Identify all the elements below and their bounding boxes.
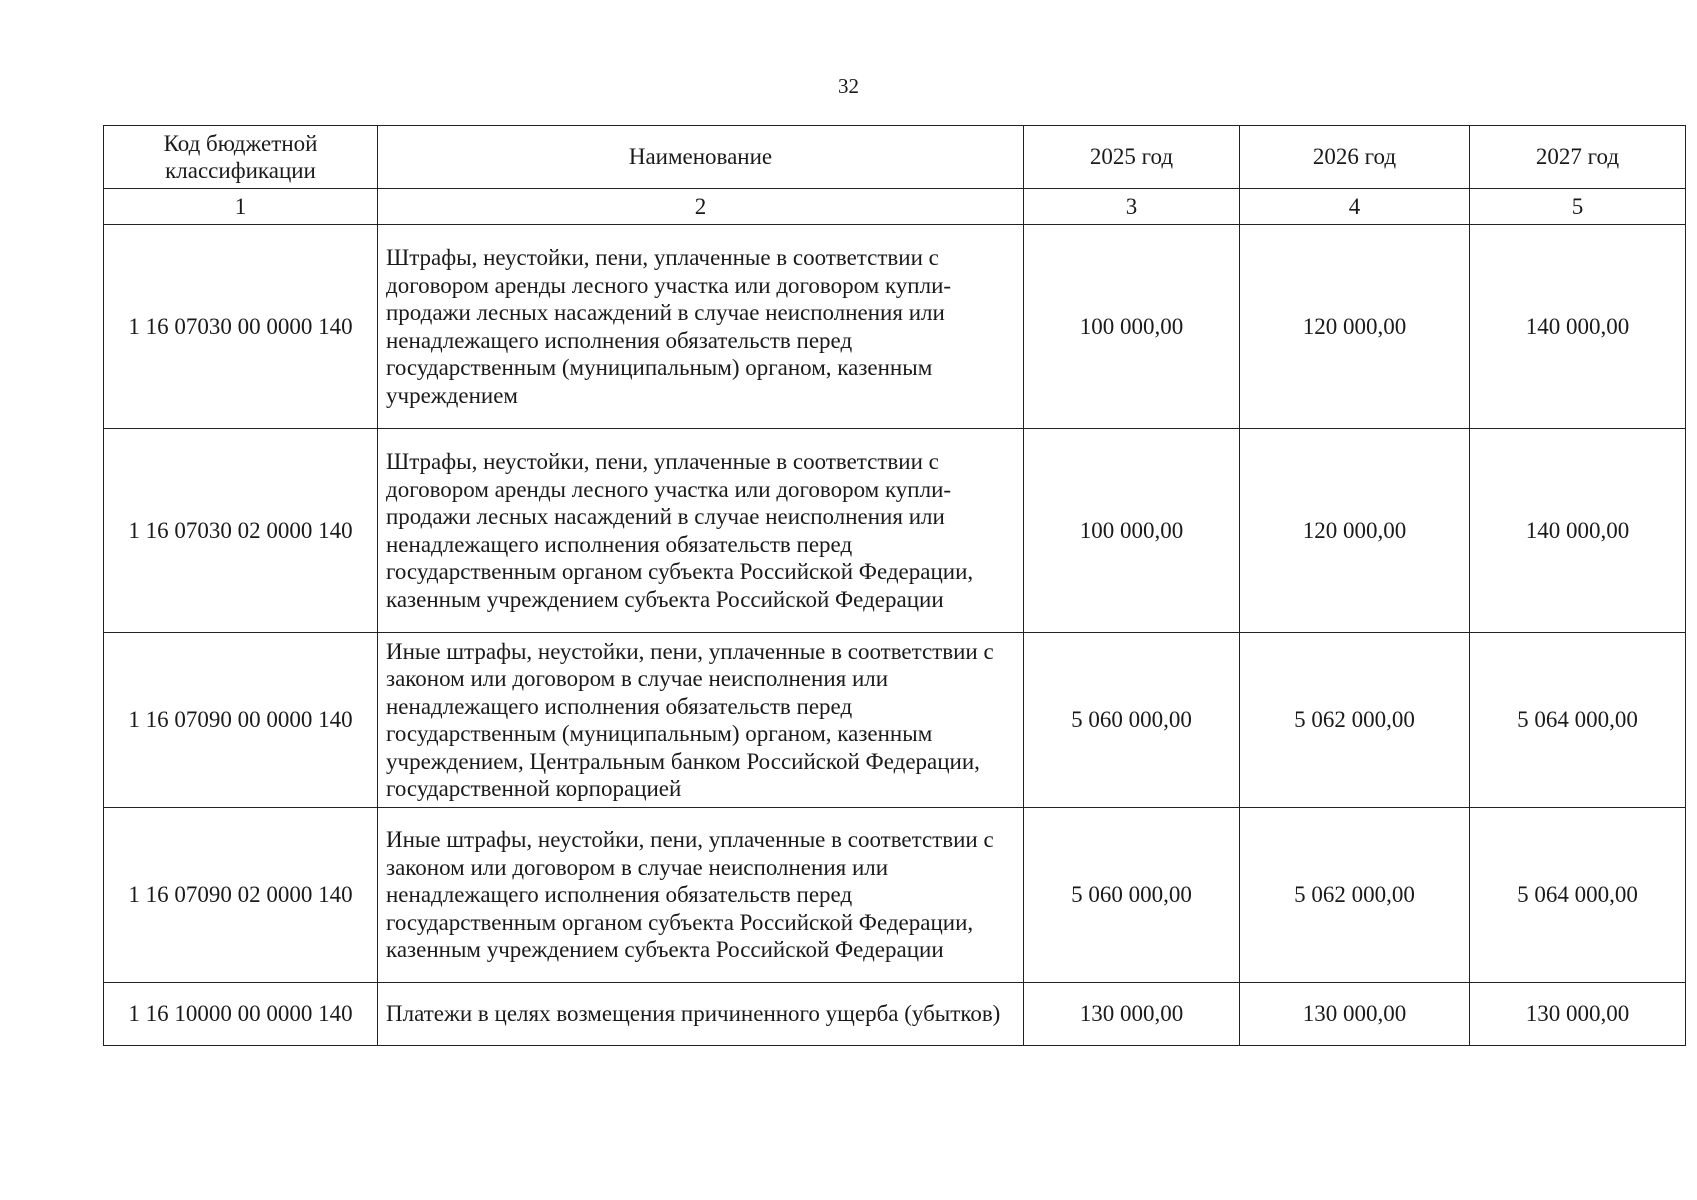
amount-2025-cell: 100 000,00 (1024, 429, 1240, 633)
column-number: 2 (378, 189, 1024, 225)
column-number: 3 (1024, 189, 1240, 225)
table-row (104, 983, 1686, 1046)
amount-2027-cell: 140 000,00 (1470, 429, 1686, 633)
budget-code-cell: 1 16 10000 00 0000 140 (104, 983, 378, 1046)
budget-code-cell: 1 16 07030 00 0000 140 (104, 225, 378, 429)
amount-2025-cell: 100 000,00 (1024, 225, 1240, 429)
amount-2025-cell: 130 000,00 (1024, 983, 1240, 1046)
column-numbers-row (104, 189, 1686, 225)
amount-2026-cell: 120 000,00 (1240, 225, 1470, 429)
name-cell: Иные штрафы, неустойки, пени, уплаченные в соответствии с законом или договором в случае неисполнения или ненадлежащего исполнения обязательств перед государственным (муниципальным) органом, казенным учреждением, Центральным банком Российской Федерации, государственной корпорацией (378, 633, 1024, 808)
header-2026: 2026 год (1240, 126, 1470, 189)
column-number: 5 (1470, 189, 1686, 225)
budget-table (103, 125, 1686, 1046)
amount-2027-cell: 140 000,00 (1470, 225, 1686, 429)
amount-2025-cell: 5 060 000,00 (1024, 808, 1240, 983)
name-cell: Иные штрафы, неустойки, пени, уплаченные в соответствии с законом или договором в случае неисполнения или ненадлежащего исполнения обязательств перед государственным органом субъекта Российской Федерации, казенным учреждением субъекта Российской Федерации (378, 808, 1024, 983)
page-number: 32 (838, 74, 859, 98)
amount-2027-cell: 130 000,00 (1470, 983, 1686, 1046)
header-2027: 2027 год (1470, 126, 1686, 189)
header-code: Код бюджетной классификации (104, 126, 378, 189)
table-row (104, 633, 1686, 808)
budget-code-cell: 1 16 07090 00 0000 140 (104, 633, 378, 808)
budget-code-cell: 1 16 07030 02 0000 140 (104, 429, 378, 633)
amount-2026-cell: 130 000,00 (1240, 983, 1470, 1046)
column-number: 1 (104, 189, 378, 225)
amount-2026-cell: 5 062 000,00 (1240, 808, 1470, 983)
amount-2027-cell: 5 064 000,00 (1470, 808, 1686, 983)
budget-code-cell: 1 16 07090 02 0000 140 (104, 808, 378, 983)
amount-2025-cell: 5 060 000,00 (1024, 633, 1240, 808)
amount-2026-cell: 5 062 000,00 (1240, 633, 1470, 808)
amount-2027-cell: 5 064 000,00 (1470, 633, 1686, 808)
table-row (104, 429, 1686, 633)
name-cell: Штрафы, неустойки, пени, уплаченные в соответствии с договором аренды лесного участка или договором купли-продажи лесных насаждений в случае неисполнения или ненадлежащего исполнения обязательств перед государственным органом субъекта Российской Федерации, казенным учреждением субъекта Российской Федерации (378, 429, 1024, 633)
header-name: Наименование (378, 126, 1024, 189)
amount-2026-cell: 120 000,00 (1240, 429, 1470, 633)
table-row (104, 225, 1686, 429)
name-cell: Штрафы, неустойки, пени, уплаченные в соответствии с договором аренды лесного участка или договором купли-продажи лесных насаждений в случае неисполнения или ненадлежащего исполнения обязательств перед государственным (муниципальным) органом, казенным учреждением (378, 225, 1024, 429)
table-header-row (104, 126, 1686, 189)
table-row (104, 808, 1686, 983)
column-number: 4 (1240, 189, 1470, 225)
name-cell: Платежи в целях возмещения причиненного ущерба (убытков) (378, 983, 1024, 1046)
header-2025: 2025 год (1024, 126, 1240, 189)
